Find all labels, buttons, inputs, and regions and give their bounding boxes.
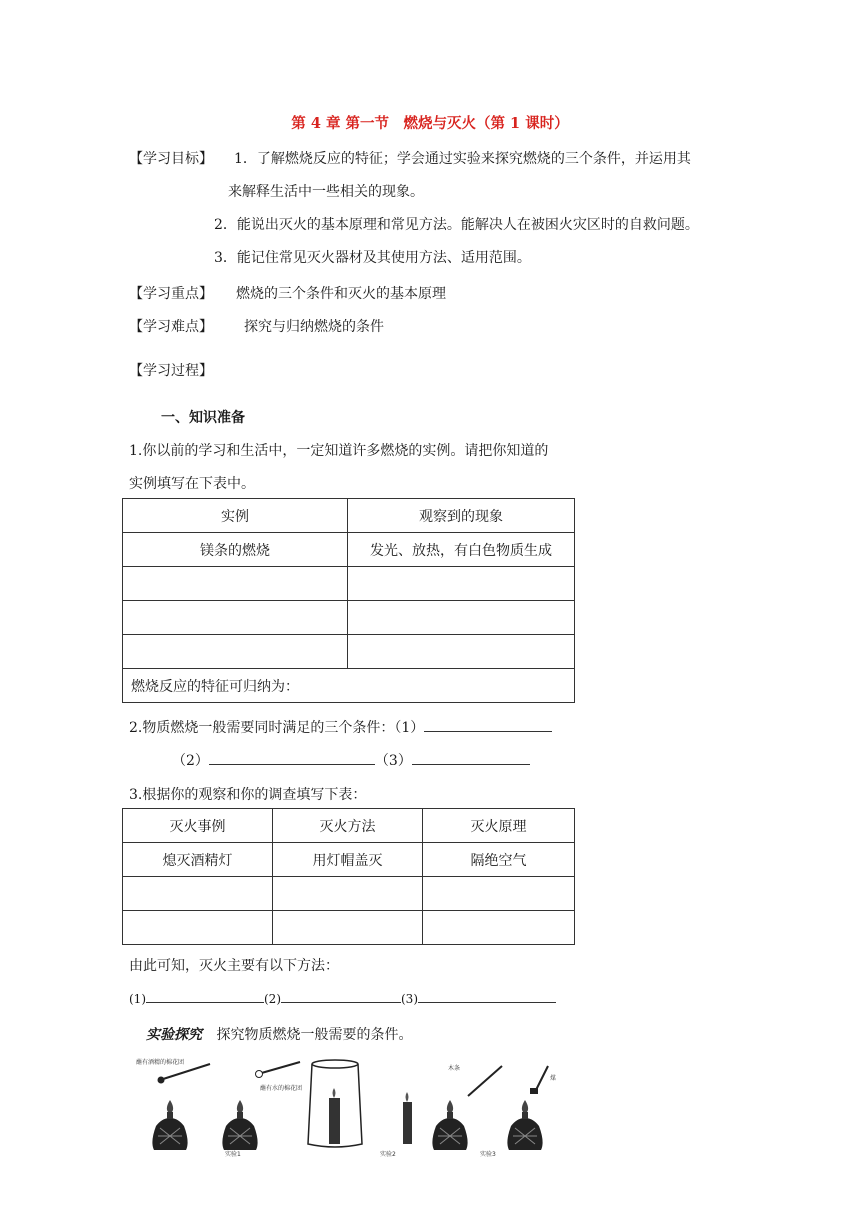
caption-experiment-3: 实验3 (480, 1151, 496, 1158)
key-points-text: 燃烧的三个条件和灭火的基本原理 (236, 286, 446, 302)
header-example: 实例 (123, 499, 348, 533)
cell-case-blank[interactable] (123, 911, 273, 945)
label-alcohol-cotton: 蘸有酒精的棉花团 (136, 1059, 185, 1066)
caption-experiment-2: 实验2 (380, 1151, 396, 1158)
blank-condition-1[interactable] (424, 717, 552, 732)
table-row (123, 877, 575, 911)
experiment-label: 实验探究 (146, 1027, 202, 1043)
goal-2: 2．能说出灭火的基本原理和常见方法。能解决人在被困火灾区时的自救问题。 (214, 217, 699, 233)
method-2-label: (2) (264, 992, 281, 1006)
combustion-feature-summary[interactable]: 燃烧反应的特征可归纳为： (123, 669, 575, 703)
experiment-figure (130, 1058, 570, 1158)
table-row (123, 635, 575, 669)
caption-experiment-1: 实验1 (225, 1151, 241, 1158)
cell-principle-blank[interactable] (423, 877, 575, 911)
cell-phenomenon: 发光、放热，有白色物质生成 (348, 533, 575, 567)
q2-text: 2.物质燃烧一般需要同时满足的三个条件：（1） (129, 720, 425, 736)
table-footer-row (123, 669, 575, 703)
header-phenomenon: 观察到的现象 (348, 499, 575, 533)
cell-example-blank[interactable] (123, 567, 348, 601)
q3-conclusion: 由此可知，灭火主要有以下方法： (129, 958, 339, 974)
header-method: 灭火方法 (273, 809, 423, 843)
experiment-3-drawing (432, 1066, 548, 1150)
cell-method-blank[interactable] (273, 911, 423, 945)
goal-1: 1．了解燃烧反应的特征；学会通过实验来探究燃烧的三个条件，并运用其 (234, 151, 691, 167)
label-coal: 煤 (550, 1075, 557, 1082)
q3-line1: 3.根据你的观察和你的调查填写下表： (129, 787, 367, 803)
q2-line2 (172, 750, 530, 770)
header-case: 灭火事例 (123, 809, 273, 843)
cell-method: 用灯帽盖灭 (273, 843, 423, 877)
table-row (123, 911, 575, 945)
method-1-label: (1) (129, 992, 146, 1006)
page-title: 第 4 章 第一节 燃烧与灭火（第 1 课时） (291, 115, 569, 132)
methods-line (129, 990, 556, 1006)
goal-3: 3．能记住常见灭火器材及其使用方法、适用范围。 (214, 250, 531, 266)
cell-example-blank[interactable] (123, 635, 348, 669)
cell-principle: 隔绝空气 (423, 843, 575, 877)
cell-case-blank[interactable] (123, 877, 273, 911)
fire-extinguishing-table (122, 808, 575, 945)
experiment-line (146, 1024, 412, 1044)
cell-phenomenon-blank[interactable] (348, 567, 575, 601)
label-wood-stick: 木条 (448, 1065, 461, 1072)
experiment-text: 探究物质燃烧一般需要的条件。 (216, 1027, 413, 1043)
label-water-cotton: 蘸有水的棉花团 (260, 1085, 303, 1092)
cell-method-blank[interactable] (273, 877, 423, 911)
header-principle: 灭火原理 (423, 809, 575, 843)
experiment-2-drawing (308, 1060, 412, 1147)
difficult-points-label: 【学习难点】 (129, 319, 213, 335)
table-header-row (123, 499, 575, 533)
table-row (123, 601, 575, 635)
section-knowledge-prep: 一、知识准备 (161, 410, 245, 426)
cell-phenomenon-blank[interactable] (348, 635, 575, 669)
blank-method-1[interactable] (146, 990, 264, 1003)
blank-method-2[interactable] (281, 990, 401, 1003)
cell-principle-blank[interactable] (423, 911, 575, 945)
goals-label: 【学习目标】 (129, 151, 213, 167)
cell-example: 镁条的燃烧 (123, 533, 348, 567)
process-label: 【学习过程】 (129, 363, 213, 379)
blank-condition-2[interactable] (209, 750, 375, 765)
table-row (123, 843, 575, 877)
q1-line1: 1.你以前的学习和生活中，一定知道许多燃烧的实例。请把你知道的 (129, 443, 549, 459)
q2-p3: （3） (374, 753, 412, 769)
q2-p2: （2） (172, 753, 209, 769)
experiment-1-drawing (152, 1062, 303, 1150)
combustion-examples-table (122, 498, 575, 703)
table-row (123, 567, 575, 601)
blank-condition-3[interactable] (412, 750, 530, 765)
q2-line1 (129, 717, 552, 737)
cell-case: 熄灭酒精灯 (123, 843, 273, 877)
table-row (123, 533, 575, 567)
q1-line2: 实例填写在下表中。 (129, 476, 255, 492)
blank-method-3[interactable] (418, 990, 556, 1003)
cell-phenomenon-blank[interactable] (348, 601, 575, 635)
table-header-row (123, 809, 575, 843)
cell-example-blank[interactable] (123, 601, 348, 635)
key-points-label: 【学习重点】 (129, 286, 213, 302)
goal-1-cont: 来解释生活中一些相关的现象。 (228, 184, 424, 200)
difficult-points-text: 探究与归纳燃烧的条件 (244, 319, 384, 335)
method-3-label: (3) (401, 992, 418, 1006)
